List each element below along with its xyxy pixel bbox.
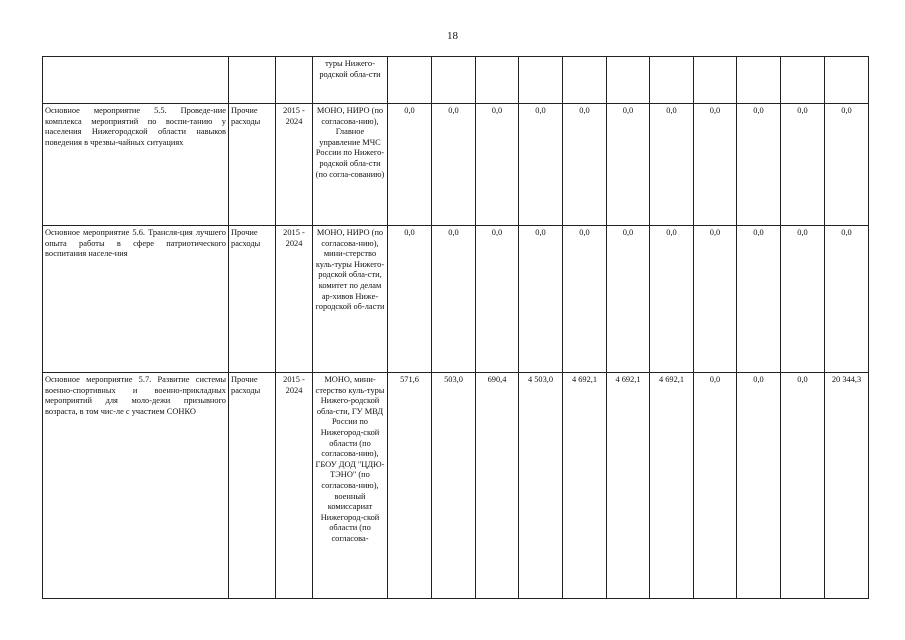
value-cell: 0,0 xyxy=(781,373,825,599)
value-cell xyxy=(781,57,825,104)
table-row xyxy=(43,57,869,104)
value-cell: 0,0 xyxy=(737,373,781,599)
activity-name-cell: Основное мероприятие 5.7. Развитие системы военно-спортивных и военно-прикладных мероприятий для моло-дежи призывного возраста, в том чис-ле с участием СОНКО xyxy=(43,373,229,599)
executors-cell: МОНО, мини-стерство куль-туры Нижего-родской обла-сти, ГУ МВД России по Нижегород-ской области (по согласова-нию), ГБОУ ДОД "ЦДЮ-ТЭНО" (по согласова-нию), военный комиссариат Нижегород-ской области (по согласова- xyxy=(313,373,388,599)
value-cell: 0,0 xyxy=(694,104,737,226)
value-cell: 503,0 xyxy=(432,373,476,599)
value-cell: 0,0 xyxy=(388,226,432,373)
page-number: 18 xyxy=(447,30,458,42)
value-cell xyxy=(737,57,781,104)
value-cell: 0,0 xyxy=(781,104,825,226)
funding-source-cell: Прочие расходы xyxy=(229,226,276,373)
table-row xyxy=(43,373,869,599)
value-cell: 4 692,1 xyxy=(650,373,694,599)
value-cell: 571,6 xyxy=(388,373,432,599)
value-cell: 0,0 xyxy=(737,104,781,226)
value-cell: 0,0 xyxy=(737,226,781,373)
funding-source-cell xyxy=(229,57,276,104)
value-cell: 0,0 xyxy=(563,226,607,373)
value-cell: 0,0 xyxy=(432,104,476,226)
activity-name-cell: Основное мероприятие 5.6. Трансля-ция лучшего опыта работы в сфере патриотического воспитания населе-ния xyxy=(43,226,229,373)
value-cell: 0,0 xyxy=(563,104,607,226)
funding-source-cell: Прочие расходы xyxy=(229,373,276,599)
value-cell: 4 692,1 xyxy=(607,373,650,599)
value-cell: 0,0 xyxy=(607,226,650,373)
value-cell: 4 692,1 xyxy=(563,373,607,599)
period-cell xyxy=(276,57,313,104)
value-cell: 4 503,0 xyxy=(519,373,563,599)
value-cell: 0,0 xyxy=(476,104,519,226)
value-cell: 0,0 xyxy=(519,226,563,373)
value-cell: 0,0 xyxy=(476,226,519,373)
value-cell: 0,0 xyxy=(825,226,869,373)
value-cell xyxy=(694,57,737,104)
funding-source-cell: Прочие расходы xyxy=(229,104,276,226)
value-cell: 690,4 xyxy=(476,373,519,599)
value-cell xyxy=(607,57,650,104)
value-cell: 0,0 xyxy=(781,226,825,373)
value-cell xyxy=(563,57,607,104)
value-cell: 0,0 xyxy=(519,104,563,226)
executors-cell: туры Нижего-родской обла-сти xyxy=(313,57,388,104)
value-cell: 0,0 xyxy=(432,226,476,373)
table-row xyxy=(43,226,869,373)
activity-name-cell xyxy=(43,57,229,104)
value-cell xyxy=(476,57,519,104)
value-cell: 0,0 xyxy=(650,226,694,373)
executors-cell: МОНО, НИРО (по согласова-нию), Главное управление МЧС России по Нижего-родской обла-сти (по согла-сованию) xyxy=(313,104,388,226)
value-cell: 0,0 xyxy=(694,226,737,373)
value-cell: 0,0 xyxy=(650,104,694,226)
value-cell: 0,0 xyxy=(825,104,869,226)
value-cell: 0,0 xyxy=(388,104,432,226)
activity-name-cell: Основное мероприятие 5.5. Проведе-ние комплекса мероприятий по воспи-танию у населения Нижегородской области навыков поведения в чрезвы-чайных ситуациях xyxy=(43,104,229,226)
value-cell xyxy=(650,57,694,104)
period-cell: 2015 - 2024 xyxy=(276,104,313,226)
value-cell: 0,0 xyxy=(607,104,650,226)
value-cell: 20 344,3 xyxy=(825,373,869,599)
executors-cell: МОНО, НИРО (по согласова-нию), мини-стерство куль-туры Нижего-родской обла-сти, комитет по делам ар-хивов Нижe-городской об-ласти xyxy=(313,226,388,373)
value-cell xyxy=(825,57,869,104)
period-cell: 2015 - 2024 xyxy=(276,226,313,373)
value-cell xyxy=(432,57,476,104)
program-activities-table xyxy=(42,56,869,599)
period-cell: 2015 - 2024 xyxy=(276,373,313,599)
value-cell xyxy=(388,57,432,104)
table-row xyxy=(43,104,869,226)
value-cell: 0,0 xyxy=(694,373,737,599)
value-cell xyxy=(519,57,563,104)
